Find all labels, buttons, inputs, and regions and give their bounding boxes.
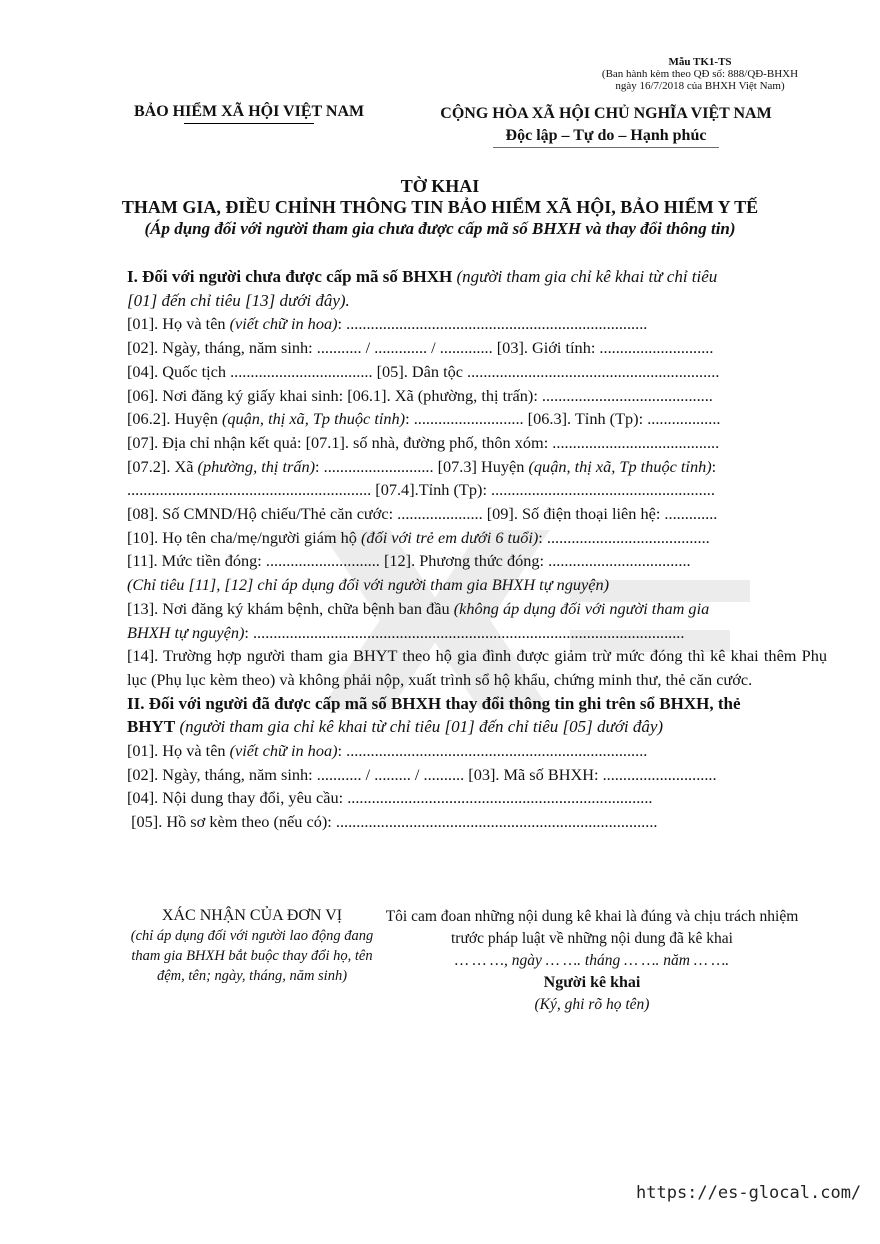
s1-f072-mid: : ........................... [07.3] Huyện xyxy=(315,456,529,476)
nation-name: CỘNG HÒA XÃ HỘI CHỦ NGHĨA VIỆT NAM xyxy=(440,105,772,122)
s1-field-06: [06]. Nơi đăng ký giấy khai sinh: [06.1]. Xã (phường, thị trấn): .......................................... xyxy=(127,385,713,405)
form-body xyxy=(127,265,827,834)
title-line-2: THAM GIA, ĐIỀU CHỈNH THÔNG TIN BẢO HIỂM XÃ HỘI, BẢO HIỂM Y TẾ xyxy=(121,197,759,217)
s1-f073-hint: (quận, thị xã, Tp thuộc tỉnh) xyxy=(528,456,712,476)
title-line-1: TỜ KHAI xyxy=(400,176,480,196)
s1-field-08: [08]. Số CMND/Hộ chiếu/Thẻ căn cước: ..................... [09]. Số điện thoại liên hệ: ............. xyxy=(127,504,718,524)
s1-field-13 xyxy=(127,597,827,621)
title-line-3: (Áp dụng đối với người tham gia chưa được cấp mã số BHXH và thay đổi thông tin) xyxy=(144,219,736,238)
s1-field-11-note: (Chỉ tiêu [11], [12] chỉ áp dụng đối với người tham gia BHXH tự nguyện) xyxy=(127,575,610,595)
declarant-signature xyxy=(372,906,812,1016)
s1-f10-label: [10]. Họ tên cha/mẹ/người giám hộ xyxy=(127,527,362,547)
s2-field-02: [02]. Ngày, tháng, năm sinh: ........... / ......... / .......... [03]. Mã số BHXH: ............................ xyxy=(127,764,717,784)
s1-field-14: [14]. Trường hợp người tham gia BHYT theo hộ gia đình được giảm trừ mức đóng thì kê khai thêm Phụ lục (Phụ lục kèm theo) và không phải nộp, xuất trình sổ hộ khẩu, chứng minh thư, thẻ căn cước. xyxy=(127,646,827,689)
form-title xyxy=(60,176,820,239)
motto-underline xyxy=(493,147,719,148)
motto: Độc lập – Tự do – Hạnh phúc xyxy=(505,127,707,144)
s2-f01-hint: (viết chữ in hoa) xyxy=(229,741,338,761)
s1-f13-label: [13]. Nơi đăng ký khám bệnh, chữa bệnh ban đầu xyxy=(127,598,454,618)
s1-field-06-2 xyxy=(127,407,827,431)
s1-f01-hint: (viết chữ in hoa) xyxy=(229,314,338,334)
s1-f072-hint: (phường, thị trấn) xyxy=(197,456,316,476)
agency-underline xyxy=(184,123,314,124)
s2-f01-dots: : .......................................................................... xyxy=(337,741,648,761)
s1-f073-colon: : xyxy=(711,456,717,476)
s1-field-07: [07]. Địa chỉ nhận kết quả: [07.1]. số nhà, đường phố, thôn xóm: ......................................... xyxy=(127,432,720,452)
signer-title: Người kê khai xyxy=(543,974,641,991)
s1-f10-dots: : ........................................ xyxy=(538,527,710,547)
section2-heading: II. Đối với người đã được cấp mã số BHXH thay đổi thông tin ghi trên sổ BHXH, thẻ xyxy=(127,693,741,713)
issued-line-1: (Ban hành kèm theo QĐ số: 888/QĐ-BHXH xyxy=(601,68,799,80)
s1-field-04: [04]. Quốc tịch ................................... [05]. Dân tộc .............................................................. xyxy=(127,361,720,381)
section2-heading-cont xyxy=(127,715,827,739)
form-code-block xyxy=(600,56,800,92)
section2-heading-italic: (người tham gia chỉ kê khai từ chỉ tiêu [01] đến chỉ tiêu [05] dưới đây) xyxy=(175,717,664,737)
section1-heading-cont: [01] đến chỉ tiêu [13] dưới đây). xyxy=(127,290,350,310)
form-code: Mẫu TK1-TS xyxy=(668,56,732,68)
s1-field-13-cont xyxy=(127,621,827,645)
unit-confirmation-note: (chỉ áp dụng đối với người lao động đang tham gia BHXH bắt buộc thay đổi họ, tên đệm, tên; ngày, tháng, năm sinh) xyxy=(130,928,374,984)
s2-field-01 xyxy=(127,739,827,763)
section1-heading xyxy=(127,265,827,289)
source-url: https://es-glocal.com/ xyxy=(636,1183,862,1203)
s1-field-11: [11]. Mức tiền đóng: ............................ [12]. Phương thức đóng: ................................... xyxy=(127,551,691,571)
s1-f13-hint: (không áp dụng đối với người tham gia xyxy=(453,598,710,618)
unit-confirmation-heading: XÁC NHẬN CỦA ĐƠN VỊ xyxy=(161,907,343,924)
s1-field-02: [02]. Ngày, tháng, năm sinh: ........... / ............. / ............. [03]. Giới tính: ............................ xyxy=(127,338,714,358)
commitment-text: Tôi cam đoan những nội dung kê khai là đúng và chịu trách nhiệm trước pháp luật về những nội dung đã kê khai xyxy=(385,908,799,947)
nation-heading xyxy=(418,103,794,148)
s1-field-10 xyxy=(127,526,827,550)
s1-field-07-2 xyxy=(127,455,827,479)
agency-name: BẢO HIỂM XÃ HỘI VIỆT NAM xyxy=(134,103,365,120)
section1-heading-bold: I. Đối với người chưa được cấp mã số BHXH xyxy=(127,267,453,286)
section1-heading-italic: (người tham gia chỉ kê khai từ chỉ tiêu xyxy=(452,267,718,286)
s1-f01-dots: : .......................................................................... xyxy=(337,314,648,334)
s1-f062-label: [06.2]. Huyện xyxy=(127,409,222,429)
s1-f01-label: [01]. Họ và tên xyxy=(127,314,230,334)
s2-field-04: [04]. Nội dung thay đổi, yêu cầu: ........................................................................... xyxy=(127,788,653,808)
s1-field-07-4: ............................................................ [07.4].Tỉnh (Tp): ....................................................... xyxy=(127,480,715,500)
sign-note: (Ký, ghi rõ họ tên) xyxy=(534,996,650,1013)
s1-f072-label: [07.2]. Xã xyxy=(127,456,198,476)
s2-f01-label: [01]. Họ và tên xyxy=(127,741,230,761)
s1-f13-hint-cont: BHXH tự nguyện) xyxy=(127,622,245,642)
section2-heading-bhyt: BHYT xyxy=(127,717,176,737)
s1-field-01 xyxy=(127,312,827,336)
s1-f13-dots: : .......................................................................................................... xyxy=(244,622,685,642)
agency-heading xyxy=(134,103,364,121)
s2-field-05: [05]. Hồ sơ kèm theo (nếu có): ............................................................................... xyxy=(127,812,658,832)
issued-line-2: ngày 16/7/2018 của BHXH Việt Nam) xyxy=(615,80,785,92)
unit-confirmation xyxy=(122,906,382,986)
date-line: … … …, ngày … …. tháng … …. năm … …. xyxy=(454,952,730,969)
s1-f10-hint: (đối với trẻ em dưới 6 tuổi) xyxy=(361,527,539,547)
s1-f062-dots: : ........................... [06.3]. Tỉnh (Tp): .................. xyxy=(405,409,721,429)
s1-f062-hint: (quận, thị xã, Tp thuộc tỉnh) xyxy=(221,409,406,429)
